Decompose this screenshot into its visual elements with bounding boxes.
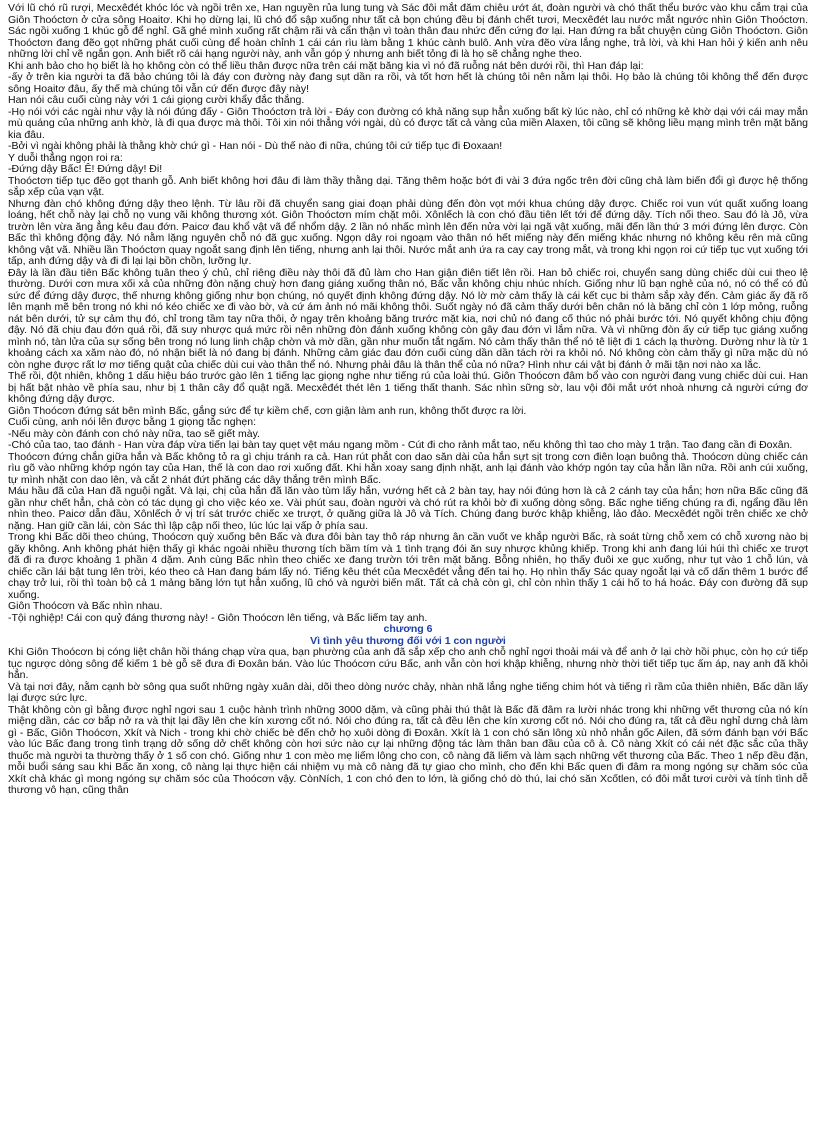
paragraph: Giôn Thoócơn đứng sát bên mình Bấc, gắng sức để tự kiềm chế, cơn giận làm anh run, không thốt được ra lời.: [8, 404, 527, 417]
paragraph: Giôn Thoócơn và Bấc nhìn nhau.: [8, 600, 163, 612]
paragraph: Thế rồi, đột nhiên, không 1 dấu hiệu báo trước gào lên 1 tiếng lạc giọng nghe như tiếng rú của loài thú. Giôn Thoócơn đâm bổ vào con người đang vung chiếc dùi cui. Han bị hất bật nhào về phía sau, như bị 1 thân cây đổ quật ngã. Mecxêđét thét lên 1 tiếng thất thanh. Sác nhìn sững sờ, lau vội đôi mắt ướt nhoà nhưng cả người cứng đơ không đứng dậy được.: [8, 370, 808, 405]
paragraph: -Đứng dậy Bấc! Ê! Đứng dậy! Đi!: [8, 163, 163, 175]
paragraph: Thoóctơn tiếp tục đẽo gọt thanh gỗ. Anh biết không hơi đâu đi làm thầy thằng dại. Tăng thêm hoặc bớt đi vài 3 đứa ngốc trên đời cũng chả làm biến đổi gì được hệ thống sắp xếp của vạn vật.: [8, 174, 808, 198]
paragraph: -Tội nghiệp! Cái con quỷ đáng thương này! - Giôn Thoócơn lên tiếng, và Bấc liếm tay anh.: [8, 611, 428, 624]
chapter-number: chương 6: [383, 623, 433, 635]
paragraph: Thoócơn đứng chắn giữa hắn và Bấc không tỏ ra gì chịu tránh ra cả. Han rút phắt con dao săn dài của hắn sựt sịt trong cơn điên loạn buông thả. Thoócơn dùng chiếc cán rìu gõ vào những khớp ngón tay của Han, thế là con dao rơi xuống đất. Khi hắn xoay sang định nhặt, anh lại đánh vào khớp ngón tay của hắn lần nữa. Rồi anh cúi xuống, tự mình nhặt con dao lên, và cắt 2 nhát đứt phăng các dây thắng trên mình Bấc.: [8, 450, 808, 486]
paragraph: Cuối cùng, anh nói lên được bằng 1 giọng tắc nghẹn:: [8, 416, 257, 428]
paragraph: Khi anh bảo cho họ biết là họ không còn có thể liều thân được nữa trên cái mặt băng kia vì nó đã ruỗng nát bên dưới rồi, thì Han đáp lại:: [8, 59, 644, 72]
paragraph: -Bởi vì ngài không phải là thằng khờ chứ gì - Han nói - Dù thế nào đi nữa, chúng tôi cứ tiếp tục đi Đoxaan!: [8, 140, 503, 152]
paragraph: Với lũ chó rũ rượi, Mecxêđét khóc lóc và ngồi trên xe, Han nguyền rủa lung tung và Sác đôi mắt đăm chiêu ướt át, đoàn người và chó thất thểu bước vào khu cắm trại của Giôn Thoóctơn ở cửa sông Hoaitơ. Khi họ dừng lại, lũ chó đổ sập xuống như tất cả bọn chúng đều bị đánh chết tươi, Mecxêđét lau nước mắt ngước nhìn Giôn Thoóctơn. Sác ngồi xuống 1 khúc gỗ để nghỉ. Gã ghé mình xuống rất chậm rãi và cẩn thận vì toàn thân đau nhức đến cứng đơ lại. Han đứng ra bắt chuyện cùng Giôn Thoóctơn. Giôn Thoóctơn đang đẽo gọt những phát cuối cùng để hoàn chỉnh 1 cái cán rìu làm bằng 1 khúc cành bulô. Anh vừa đẽo vừa lắng nghe, trả lời, và khi Han hỏi ý kiến anh nêu những lời chỉ vẽ ngắn gọn. Anh biết rõ cái hạng người này, anh vẫn góp ý nhưng anh biết tỏng đi là họ sẽ chẳng nghe theo.: [8, 2, 808, 60]
paragraph: Han nói câu cuối cùng này với 1 cái giọng cười khẩy đắc thắng.: [8, 94, 305, 106]
paragraph: Trong khi Bấc dõi theo chúng, Thoócơn quỳ xuống bên Bấc và đưa đôi bàn tay thô ráp nhưng ân cần vuốt ve khắp người Bấc, rà soát từng chỗ xem có chỗ xương nào bị gãy không. Anh không phát hiện thấy gì khác ngoài nhiều thương tích bầm tím và 1 tình trạng đói ăn suy nhược khủng khiếp. Trong khi anh đang lúi húi thì chiếc xe trượt đã đi ra được khoảng 1 phần 4 dặm. Anh cùng Bấc nhìn theo chiếc xe đang trườn tới trên mặt băng. Bỗng nhiên, họ thấy đuôi xe gục xuống, như tụt vào 1 chỗ lún, và chiếc cần lái bật tung lên trời, kéo theo cả Han đang bám lấy nó. Tiếng kêu thét của Mecxêđét vẳng đến tai họ. Họ nhìn thấy Sác quay ngoắt lại và cố dấn thêm 1 bước để chạy trở lui, rồi thì toàn bộ cả 1 mảng băng lớn tụt hẳn xuống, lũ chó và người biến mất. Tất cả chả còn gì, chỉ còn nhìn thấy 1 cái hố to há hoác. Đáy con đường đã sụp xuống.: [8, 531, 808, 601]
chapter-title: Vì tình yêu thương đối với 1 con người: [310, 634, 506, 647]
body-text-bottom: [8, 647, 808, 797]
paragraph: Nhưng đàn chó không đứng dậy theo lệnh. Từ lâu rồi đã chuyển sang giai đoạn phải dùng đến đòn vọt mới khua chúng dậy được. Chiếc roi vun vút quất xuống loang loáng, hết chỗ này lại chỗ nọ vung vãi không thương xót. Giôn Thoóctơn mím chặt môi. Xônlếch là con chó đầu tiên lết tới để đứng dậy. Tích nối theo. Sau đó là Jô, vừa trườn lên vừa ăng ẳng kêu đau đớn. Paicơ đau khổ vật vã để nhổm dậy. 2 lần nó nhấc mình lên đến nửa vời lại ngã vật xuống, mãi đến lần thứ 3 mới đứng lên được. Còn Bấc thì không động đậy. Nó nằm lặng nguyên chỗ nó đã gục xuống. Ngọn dây roi ngoạm vào thân nó hết miếng này đến miếng khác nhưng nó không kêu rên mà cũng không vật vã. Nhiều lần Thoóctơn quay ngoắt sang định lên tiếng, nhưng anh lại thôi. Nước mắt anh ứa ra cay cay trong mắt, và trong khi ngọn roi cứ tiếp tục vụt xuống tới tấp, anh đứng dậy và đi đi lại lại bồn chồn, lưỡng lự.: [8, 197, 808, 267]
paragraph: -Họ nói với các ngài như vậy là nói đúng đấy - Giôn Thoóctơn trả lời - Đáy con đường có khả năng sụp hẳn xuống bất kỳ lúc nào, chỉ có những kẻ khờ dại với cái may mắn mù quáng của những anh khờ, là đi qua được mà thôi. Tôi xin nói thẳng với ngài, dù có được tất cả vàng của miền Alaxen, tôi cũng sẽ không liều mạng mình trên mặt băng kia đâu.: [8, 105, 808, 141]
paragraph: -ấy ở trên kia người ta đã bảo chúng tôi là đáy con đường này đang sụt dần ra rồi, và tốt hơn hết là chúng tôi nên nằm lại thôi. Họ bảo là chúng tôi không thể đến được sông Hoaitơ đâu, ấy thế mà chúng tôi vẫn cứ đến được đây này!: [8, 71, 808, 95]
paragraph: Đây là lần đầu tiên Bấc không tuân theo ý chủ, chỉ riêng điều này thôi đã đủ làm cho Han giận điên tiết lên rồi. Han bỏ chiếc roi, chuyển sang dùng chiếc dùi cui theo lệ thường. Dưới cơn mưa xối xả của những đòn nặng chuỳ hơn đang giáng xuống thân nó, Bấc vẫn không chịu nhúc nhích. Giống như lũ bạn nghẻ của nó, nó có thể có đủ sức để đứng dậy được, thế nhưng không giống như bọn chúng, nó quyết định không đứng dậy. Nó lờ mờ cảm thấy là cái kết cục bi thảm sắp xảy đến. Cảm giác ấy đã rõ lên mạnh mẽ bên trong nó khi nó kéo chiếc xe đi vào bờ, và cứ ám ảnh nó mãi không thôi. Suốt ngày nó đã cảm thấy dưới bên chân nó là băng chỉ còn 1 lớp mỏng, ruỗng nát bên dưới, tử sự cảm thụ đó, chỉ trong tầm tay nữa thôi, ở ngay trên khoảng băng trước mặt kia, nơi chủ nó đang cố thúc nó phải bước tới. Nó quyết không chịu động đậy. Nó đã chịu đau đớn quá rồi, đã suy nhược quá mức rồi nên những đòn đánh xuống không còn gây đau đớn vì lắm nữa. Và vì những đòn ấy cứ tiếp tục giáng xuống mình nó, tàn lửa của sự sống bên trong nó lung linh chập chờn và mờ dần, gần như muốn tắt ngấm. Nó cảm thấy thân thể nó tê liệt đi 1 cách lạ thường. Dường như là từ 1 khoảng cách xa xăm nào đó, nó nhận biết là nó đang bị đánh. Những cảm giác đau đớn cuối cùng dần dần tách rời ra khỏi nó. Nó không còn cảm thấy gì nữa mặc dù nó còn nghe được rất lơ mơ tiếng quật của chiếc dùi cui vào thân thể nó. Nhưng phải đâu là thân thể của nó nữa? Hình như cái vật bị đánh ở mãi tận nơi nào xa lắc.: [8, 266, 808, 371]
paragraph: Khi Giôn Thoócơn bị cóng liệt chân hồi tháng chạp vừa qua, bạn phường của anh đã sắp xếp cho anh chỗ nghỉ ngơi thoải mái và để anh ở lại chờ hồi phục, còn họ cứ tiếp tục ngược dòng sông để kiếm 1 bè gỗ sẽ đưa đi Đoxân bán. Vào lúc Thoócơn cứu Bấc, anh vẫn còn hơi khập khiễng, nhưng nhờ thời tiết tiếp tục ấm áp, nay anh đã khỏi hẳn.: [8, 646, 808, 681]
body-text-top: [8, 3, 808, 624]
paragraph: -Chó của tao, tao đánh - Han vừa đáp vừa tiến lại bàn tay quẹt vệt máu ngang mồm - Cút đi cho rảnh mắt tao, nếu không thì tao cho mày 1 trận. Tao đang cần đi Đoxân.: [8, 439, 793, 451]
paragraph: Máu hầu đã của Han đã nguội ngắt. Và lại, chị của hắn đã lăn vào tùm lấy hắn, vướng hết cả 2 bàn tay, hay nói đúng hơn là cả 2 cánh tay của hắn; hơn nữa Bấc cũng đã gần như chết hẳn, chả còn có tác dụng gì cho việc kéo xe. Vài phút sau, đoàn người và chó rút ra khỏi bờ đi xuống dòng sông. Bấc nghe tiếng chúng ra đi, ngẩng đầu lên nhìn theo. Paicơ dẫn đầu, Xônlếch ở vị trí sát trước chiếc xe trượt, ở quãng giữa là Jô và Tích. Chúng đang bước khập khiễng, lảo đảo. Mecxêđét ngồi trên chiếc xe chở nặng. Han giữ cần lái, còn Sác thì lập cập nối theo, lúc lúc lại vấp ở phía sau.: [8, 485, 808, 532]
paragraph: Và tại nơi đây, nằm cạnh bờ sông qua suốt những ngày xuân dài, dõi theo dòng nước chảy, nhàn nhã lắng nghe tiếng chim hót và tiếng rì rầm của thiên nhiên, Bấc dần lấy lại được sức lực.: [8, 680, 808, 704]
paragraph: Y duỗi thẳng ngọn roi ra:: [8, 151, 123, 164]
paragraph: Thật không còn gì bằng được nghỉ ngơi sau 1 cuộc hành trình những 3000 dặm, và cũng phải thú thật là Bấc đã đâm ra lười nhác trong khi những vết thương của nó kín miệng dần, các cơ bắp nở ra và thịt lại đầy lên che kín xương cốt nó. Nói cho đúng ra, tất cả đều lên che kín xương cốt nó. Nói cho đúng ra, tất cả đều nghỉ dưng chả làm gì - Bấc, Giôn Thoócơn, Xkít và Nich - trong khi chờ chiếc bè đến chở họ xuôi dòng đi Đoxân. Xkít là 1 con chó săn lông xù nhỏ nhắn gốc Ailen, đã sớm đánh bạn với Bấc vào lúc Bấc đang trong tình trạng dở sống dở chết không còn hơi sức nào cự lại những động tác làm thân ban đầu của cô ả. Cô nàng Xkít có cái nét đặc sắc của thầy thuốc mà người ta thường thấy ở 1 số con chó. Giống như 1 con mèo mẹ liếm lông cho con, cô nàng đã liếm và làm sạch những vết thương của Bấc. Theo 1 nếp đều đặn, mỗi buổi sáng sau khi Bấc ăn xong, cô nàng lại thực hiện cái nhiệm vụ mà cô nàng đã tự giao cho mình, cho đến khi Bấc quen đi đâm ra mong ngóng sự chăm sóc của Xkít chả khác gì mong ngóng sự chăm sóc của Thoócơn vậy. CònNích, 1 con chó đen to lớn, là giống chó dò thú, lai chó săn Xcốtlen, có đôi mắt tươi cười và tính tình dễ thương vô hạn, cũng thân: [8, 703, 808, 796]
paragraph: -Nếu mày còn đánh con chó này nữa, tao sẽ giết mày.: [8, 427, 260, 440]
